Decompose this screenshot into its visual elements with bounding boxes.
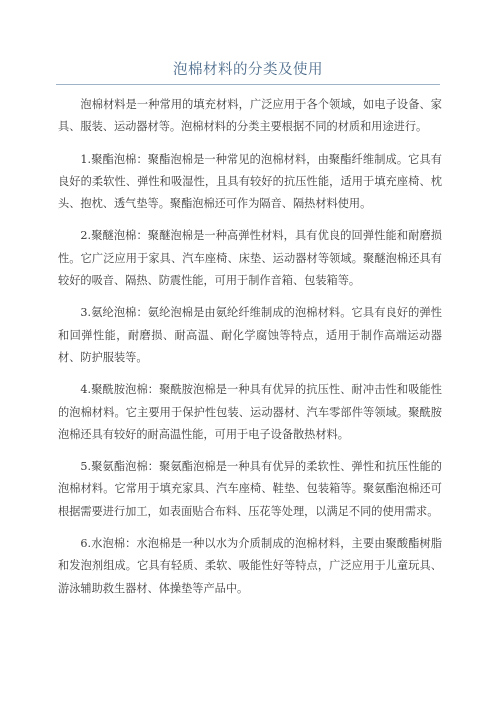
section-paragraph-polyurethane: 5.聚氨酯泡棉：聚氨酯泡棉是一种具有优异的柔软性、弹性和抗压性能的泡棉材料。它常用于填充家具、汽车座椅、鞋垫、包装箱等。聚氨酯泡棉还可根据需要进行加工，如表面贴合布料、压花等处理，以满足不同的使用需求。 — [58, 460, 442, 518]
section-paragraph-spandex: 3.氨纶泡棉：氨纶泡棉是由氨纶纤维制成的泡棉材料。它具有良好的弹性和回弹性能，耐磨损、耐高温、耐化学腐蚀等特点，适用于制作高端运动器材、防护服装等。 — [58, 306, 442, 364]
section-paragraph-polyether: 2.聚醚泡棉：聚醚泡棉是一种高弹性材料，具有优良的回弹性能和耐磨损性。它广泛应用于家具、汽车座椅、床垫、运动器材等领域。聚醚泡棉还具有较好的吸音、隔热、防震性能，可用于制作音箱、包装箱等。 — [58, 229, 442, 288]
document-title: 泡棉材料的分类及使用 — [173, 62, 323, 78]
title-underline — [56, 84, 440, 85]
section-paragraph-polyamide: 4.聚酰胺泡棉：聚酰胺泡棉是一种具有优异的抗压性、耐冲击性和吸能性的泡棉材料。它主要用于保护性包装、运动器材、汽车零部件等领域。聚酰胺泡棉还具有较好的耐高温性能，可用于电子设备散热材料。 — [58, 383, 442, 441]
intro-paragraph: 泡棉材料是一种常用的填充材料，广泛应用于各个领域，如电子设备、家具、服装、运动器材等。泡棉材料的分类主要根据不同的材质和用途进行。 — [58, 98, 442, 134]
document-body — [58, 94, 442, 610]
section-paragraph-polyester: 1.聚酯泡棉：聚酯泡棉是一种常见的泡棉材料，由聚酯纤维制成。它具有良好的柔软性、弹性和吸湿性，且具有较好的抗压性能，适用于填充座椅、枕头、抱枕、透气垫等。聚酯泡棉还可作为隔音、隔热材料使用。 — [58, 152, 442, 211]
section-paragraph-water-foam: 6.水泡棉：水泡棉是一种以水为介质制成的泡棉材料，主要由聚酸酯树脂和发泡剂组成。它具有轻质、柔软、吸能性好等特点，广泛应用于儿童玩具、游泳辅助救生器材、体操垫等产品中。 — [58, 537, 442, 595]
